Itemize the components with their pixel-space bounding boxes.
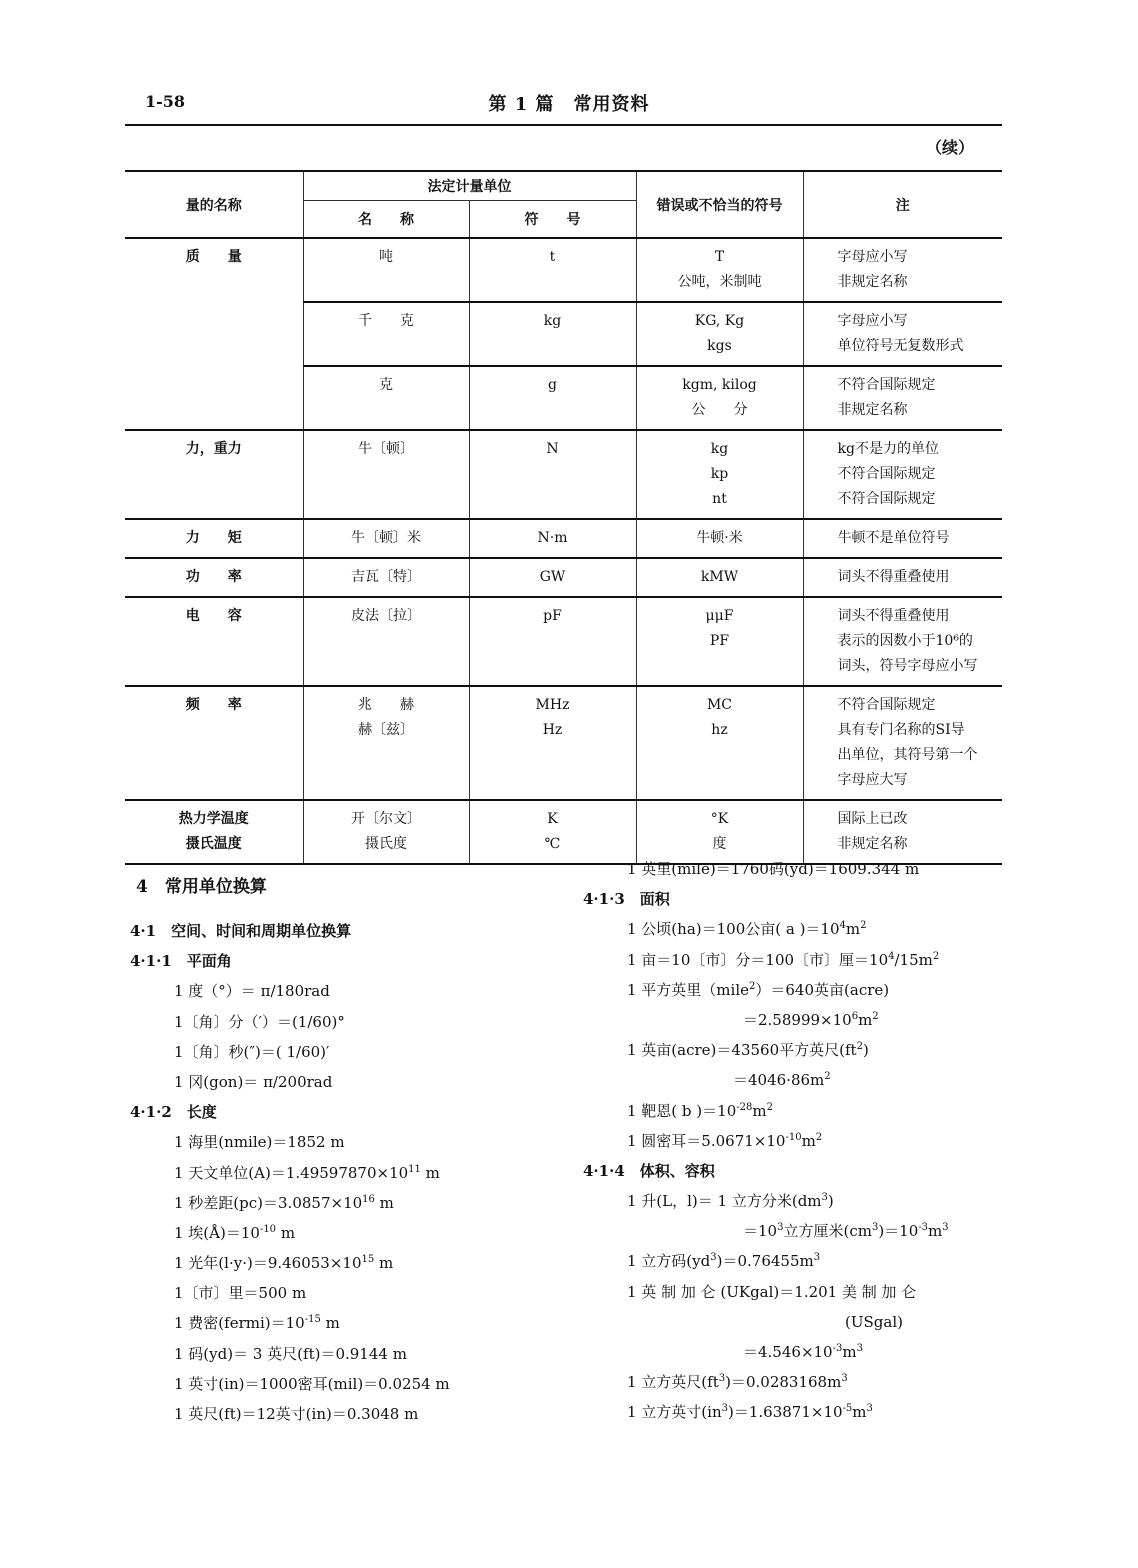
unit-symbol-cell-line: pF bbox=[543, 608, 562, 624]
conversion-formula: 1〔市〕里＝500 m bbox=[174, 1284, 307, 1303]
section-heading: 4 常用单位换算 bbox=[136, 877, 267, 897]
wrong-symbol-cell bbox=[636, 238, 803, 302]
unit-name-cell bbox=[303, 597, 469, 686]
unit-name-cell bbox=[303, 366, 469, 430]
table-continued-label: （续） bbox=[926, 138, 975, 157]
unit-name-cell-line: 千 克 bbox=[358, 313, 414, 329]
wrong-symbol-cell-line: kgm, kilog bbox=[682, 377, 757, 393]
wrong-symbol-cell-line: 公 分 bbox=[691, 402, 748, 418]
table-row bbox=[125, 686, 1002, 800]
table-body bbox=[125, 238, 1002, 864]
quantity-cell bbox=[125, 686, 303, 800]
note-cell-line: 不符合国际规定 bbox=[837, 466, 936, 482]
wrong-symbol-cell bbox=[636, 686, 803, 800]
conversion-formula: 1 靶恩( b )$=10^{-28}m^2$ bbox=[627, 1101, 773, 1120]
unit-symbol-cell bbox=[469, 597, 636, 686]
conversion-formula: 1 天文单位$(A)=1.49597870\times 10^{11}$ m bbox=[174, 1163, 440, 1182]
unit-symbol-cell-line: Hz bbox=[542, 722, 563, 738]
unit-name-cell bbox=[303, 686, 469, 800]
note-cell-line: kg不是力的单位 bbox=[837, 441, 939, 457]
topic-heading: 4·1·4 体积、容积 bbox=[583, 1161, 715, 1180]
conversion-continuation: $=4.546\times 10^{-3}m^3$ bbox=[743, 1343, 863, 1361]
quantity-cell bbox=[125, 430, 303, 519]
unit-name-cell-line: 吉瓦〔特〕 bbox=[351, 569, 421, 585]
table-row bbox=[125, 238, 1002, 302]
unit-symbol-cell bbox=[469, 366, 636, 430]
note-cell-line: 具有专门名称的SI导 bbox=[837, 722, 965, 738]
wrong-symbol-cell-line: kMW bbox=[700, 569, 739, 585]
unit-symbol-cell bbox=[469, 238, 636, 302]
wrong-symbol-cell-line: 牛顿·米 bbox=[696, 530, 743, 546]
unit-symbol-cell-line: kg bbox=[543, 313, 562, 329]
unit-name-cell bbox=[303, 558, 469, 597]
unit-name-cell bbox=[303, 302, 469, 366]
unit-name-cell-line: 摄氏度 bbox=[365, 836, 407, 852]
conversion-formula: 1 立方英寸$(in^3)=1.63871\times 10^{-5}m^3$ bbox=[627, 1403, 873, 1422]
note-cell-line: 非规定名称 bbox=[837, 274, 908, 290]
topic-heading: 4·1·2 长度 bbox=[130, 1103, 217, 1122]
unit-symbol-cell bbox=[469, 430, 636, 519]
wrong-symbol-cell bbox=[636, 302, 803, 366]
unit-name-cell-line: 赫〔兹〕 bbox=[358, 722, 414, 738]
conversion-formula: 1〔角〕分（′）＝(1/60)° bbox=[174, 1012, 345, 1031]
conversion-formula: 1 秒差距$(pc)=3.0857\times 10^{16}$ m bbox=[174, 1193, 394, 1212]
page-header-title: 第 1 篇 常用资料 bbox=[488, 94, 650, 115]
header-quantity: 量的名称 bbox=[125, 171, 303, 238]
unit-name-cell-line: 兆 赫 bbox=[358, 697, 414, 713]
header-unit-name: 名 称 bbox=[303, 201, 469, 239]
note-cell bbox=[803, 430, 1002, 519]
note-cell-line: 不符合国际规定 bbox=[837, 491, 936, 507]
conversion-formula: 1 英 制 加 仑 (UKgal)＝1.201 美 制 加 仑 bbox=[627, 1282, 917, 1301]
wrong-symbol-cell-line: 度 bbox=[712, 836, 727, 852]
unit-symbol-cell-line: t bbox=[549, 249, 556, 265]
unit-name-cell bbox=[303, 430, 469, 519]
wrong-symbol-cell-line: μμF bbox=[705, 608, 734, 624]
conversion-formula: 1 英里(mile)＝1760码(yd)＝1609.344 m bbox=[627, 860, 920, 878]
unit-name-cell-line: 牛〔顿〕 bbox=[358, 441, 414, 457]
wrong-symbol-cell-line: T bbox=[714, 249, 725, 265]
wrong-symbol-cell-line: kg bbox=[710, 441, 729, 457]
header-unit-symbol: 符 号 bbox=[469, 201, 636, 239]
quantity-cell-line: 电 容 bbox=[185, 608, 242, 624]
unit-symbol-cell bbox=[469, 302, 636, 366]
conversion-formula: 1 平方英里（mile$^2$）＝640英亩(acre) bbox=[627, 980, 890, 999]
header-legal-unit: 法定计量单位 bbox=[303, 171, 636, 201]
unit-symbol-cell-line: N·m bbox=[537, 530, 568, 546]
right-column bbox=[583, 854, 949, 1428]
wrong-symbol-cell bbox=[636, 519, 803, 558]
note-cell-line: 不符合国际规定 bbox=[837, 377, 936, 393]
note-cell-line: 字母应小写 bbox=[837, 249, 908, 265]
conversion-formula: 1 度（°）＝ π/180rad bbox=[174, 982, 330, 1001]
note-cell bbox=[803, 238, 1002, 302]
conversion-formula: 1 亩＝10〔市〕分＝100〔市〕厘$=10^4/15m^2$ bbox=[627, 950, 940, 969]
conversion-formula: 1 立方英尺$(ft^3)=0.0283168m^3$ bbox=[627, 1373, 848, 1392]
note-cell bbox=[803, 558, 1002, 597]
unit-name-cell bbox=[303, 800, 469, 864]
page-number: 1-58 bbox=[145, 92, 186, 111]
unit-name-cell-line: 皮法〔拉〕 bbox=[351, 608, 421, 624]
quantity-cell bbox=[125, 800, 303, 864]
conversion-formula: 1 升(L，l)＝ 1 立方分米$(dm^3)$ bbox=[627, 1192, 834, 1211]
wrong-symbol-cell-line: MC bbox=[706, 697, 733, 713]
note-cell-line: 非规定名称 bbox=[837, 402, 908, 418]
note-cell bbox=[803, 302, 1002, 366]
unit-symbol-cell bbox=[469, 558, 636, 597]
unit-symbol-cell-line: K bbox=[547, 811, 558, 827]
quantity-cell bbox=[125, 238, 303, 430]
unit-symbol-cell bbox=[469, 519, 636, 558]
wrong-symbol-cell bbox=[636, 366, 803, 430]
conversion-formula: 1 码(yd)＝ 3 英尺(ft)＝0.9144 m bbox=[174, 1344, 407, 1363]
unit-symbol-cell-line: ℃ bbox=[544, 836, 561, 852]
quantity-cell-line: 摄氏温度 bbox=[185, 836, 242, 852]
subsection-heading: 4·1 空间、时间和周期单位换算 bbox=[130, 922, 352, 940]
wrong-symbol-cell-line: KG, Kg bbox=[694, 313, 745, 329]
conversion-formula: 1 英尺(ft)＝12英寸(in)＝0.3048 m bbox=[174, 1405, 419, 1423]
quantity-cell bbox=[125, 558, 303, 597]
table-row bbox=[125, 597, 1002, 686]
conversion-continuation: $=4046\cdot 86m^2$ bbox=[733, 1071, 831, 1090]
unit-symbol-cell bbox=[469, 686, 636, 800]
conversion-continuation: $=2.58999\times 10^6m^2$ bbox=[743, 1010, 879, 1029]
conversion-formula: 1 费密$(fermi)=10^{-15}$ m bbox=[174, 1314, 340, 1333]
unit-symbol-cell-line: N bbox=[546, 441, 559, 457]
unit-name-cell-line: 开〔尔文〕 bbox=[351, 811, 421, 827]
quantity-cell-line: 热力学温度 bbox=[178, 811, 249, 827]
note-cell-line: 牛顿不是单位符号 bbox=[837, 530, 950, 546]
conversion-formula: 1 光年$(l\cdot y\cdot)=9.46053\times 10^{15}$ m bbox=[174, 1254, 394, 1273]
table-row bbox=[125, 519, 1002, 558]
header-wrong-symbol: 错误或不恰当的符号 bbox=[636, 171, 803, 238]
note-cell-line: 词头不得重叠使用 bbox=[837, 569, 950, 585]
note-cell bbox=[803, 597, 1002, 686]
unit-name-cell-line: 克 bbox=[379, 377, 393, 393]
header-rule bbox=[125, 124, 1002, 126]
note-cell-line: 词头不得重叠使用 bbox=[837, 608, 950, 624]
table-row bbox=[125, 558, 1002, 597]
unit-name-cell-line: 吨 bbox=[379, 249, 393, 265]
units-table bbox=[125, 170, 1002, 865]
wrong-symbol-cell bbox=[636, 597, 803, 686]
wrong-symbol-cell-line: 公吨，米制吨 bbox=[677, 274, 762, 290]
conversion-formula: 1 英亩(acre)＝43560平方英尺$(ft^2)$ bbox=[627, 1041, 869, 1060]
quantity-cell-line: 功 率 bbox=[185, 569, 242, 585]
quantity-cell bbox=[125, 519, 303, 558]
left-column bbox=[130, 870, 450, 1429]
conversion-formula: 1 海里(nmile)＝1852 m bbox=[174, 1133, 345, 1152]
quantity-cell-line: 频 率 bbox=[185, 697, 242, 713]
note-cell-line: 出单位，其符号第一个 bbox=[837, 747, 978, 763]
conversion-formula: 1 冈(gon)＝ π/200rad bbox=[174, 1072, 333, 1091]
table-row bbox=[125, 430, 1002, 519]
wrong-symbol-cell-line: °K bbox=[710, 811, 729, 827]
note-cell-line: 不符合国际规定 bbox=[837, 697, 936, 713]
topic-heading: 4·1·3 面积 bbox=[583, 890, 670, 909]
unit-symbol-cell-line: g bbox=[548, 377, 557, 393]
quantity-cell bbox=[125, 597, 303, 686]
note-cell-line: 词头，符号字母应小写 bbox=[837, 658, 978, 674]
conversion-formula: 1 圆密耳$=5.0671\times 10^{-10}m^2$ bbox=[627, 1131, 823, 1150]
quantity-cell-line: 质 量 bbox=[185, 249, 242, 265]
note-cell-line: 单位符号无复数形式 bbox=[837, 338, 964, 354]
wrong-symbol-cell-line: kgs bbox=[707, 338, 732, 354]
conversion-formula: 1 埃$(Å)=10^{-10}$ m bbox=[174, 1223, 296, 1242]
wrong-symbol-cell-line: hz bbox=[711, 722, 728, 738]
wrong-symbol-cell bbox=[636, 430, 803, 519]
unit-symbol-cell-line: GW bbox=[539, 569, 566, 585]
note-cell bbox=[803, 686, 1002, 800]
note-cell-line: 非规定名称 bbox=[837, 836, 908, 852]
conversion-continuation: (USgal) bbox=[845, 1312, 903, 1331]
unit-symbol-cell-line: MHz bbox=[535, 697, 570, 713]
quantity-cell-line: 力，重力 bbox=[185, 441, 242, 457]
quantity-cell-line: 力 矩 bbox=[185, 530, 242, 546]
note-cell-line: 字母应小写 bbox=[837, 313, 908, 329]
unit-name-cell bbox=[303, 238, 469, 302]
conversion-formula: 1 英寸(in)＝1000密耳(mil)＝0.0254 m bbox=[174, 1374, 450, 1393]
topic-heading: 4·1·1 平面角 bbox=[130, 952, 232, 971]
header-note: 注 bbox=[803, 171, 1002, 238]
note-cell bbox=[803, 366, 1002, 430]
note-cell-line: 表示的因数小于10⁶的 bbox=[837, 633, 973, 649]
conversion-continuation: $=10^3$立方厘米$(cm^3)=10^{-3}m^3$ bbox=[743, 1222, 949, 1241]
conversion-formula: 1 立方码$(yd^3)=0.76455m^3$ bbox=[627, 1252, 821, 1271]
unit-name-cell bbox=[303, 519, 469, 558]
wrong-symbol-cell-line: kp bbox=[710, 466, 729, 482]
wrong-symbol-cell bbox=[636, 558, 803, 597]
conversion-formula: 1 公顷(ha)＝100公亩( a )$=10^4m^2$ bbox=[627, 920, 867, 939]
conversion-formula: 1〔角〕秒(″)＝( 1/60)′ bbox=[174, 1042, 330, 1061]
note-cell bbox=[803, 519, 1002, 558]
wrong-symbol-cell-line: PF bbox=[709, 633, 730, 649]
note-cell-line: 字母应大写 bbox=[837, 772, 908, 788]
note-cell-line: 国际上已改 bbox=[837, 811, 908, 827]
wrong-symbol-cell-line: nt bbox=[712, 491, 727, 507]
unit-name-cell-line: 牛〔顿〕米 bbox=[351, 530, 421, 546]
